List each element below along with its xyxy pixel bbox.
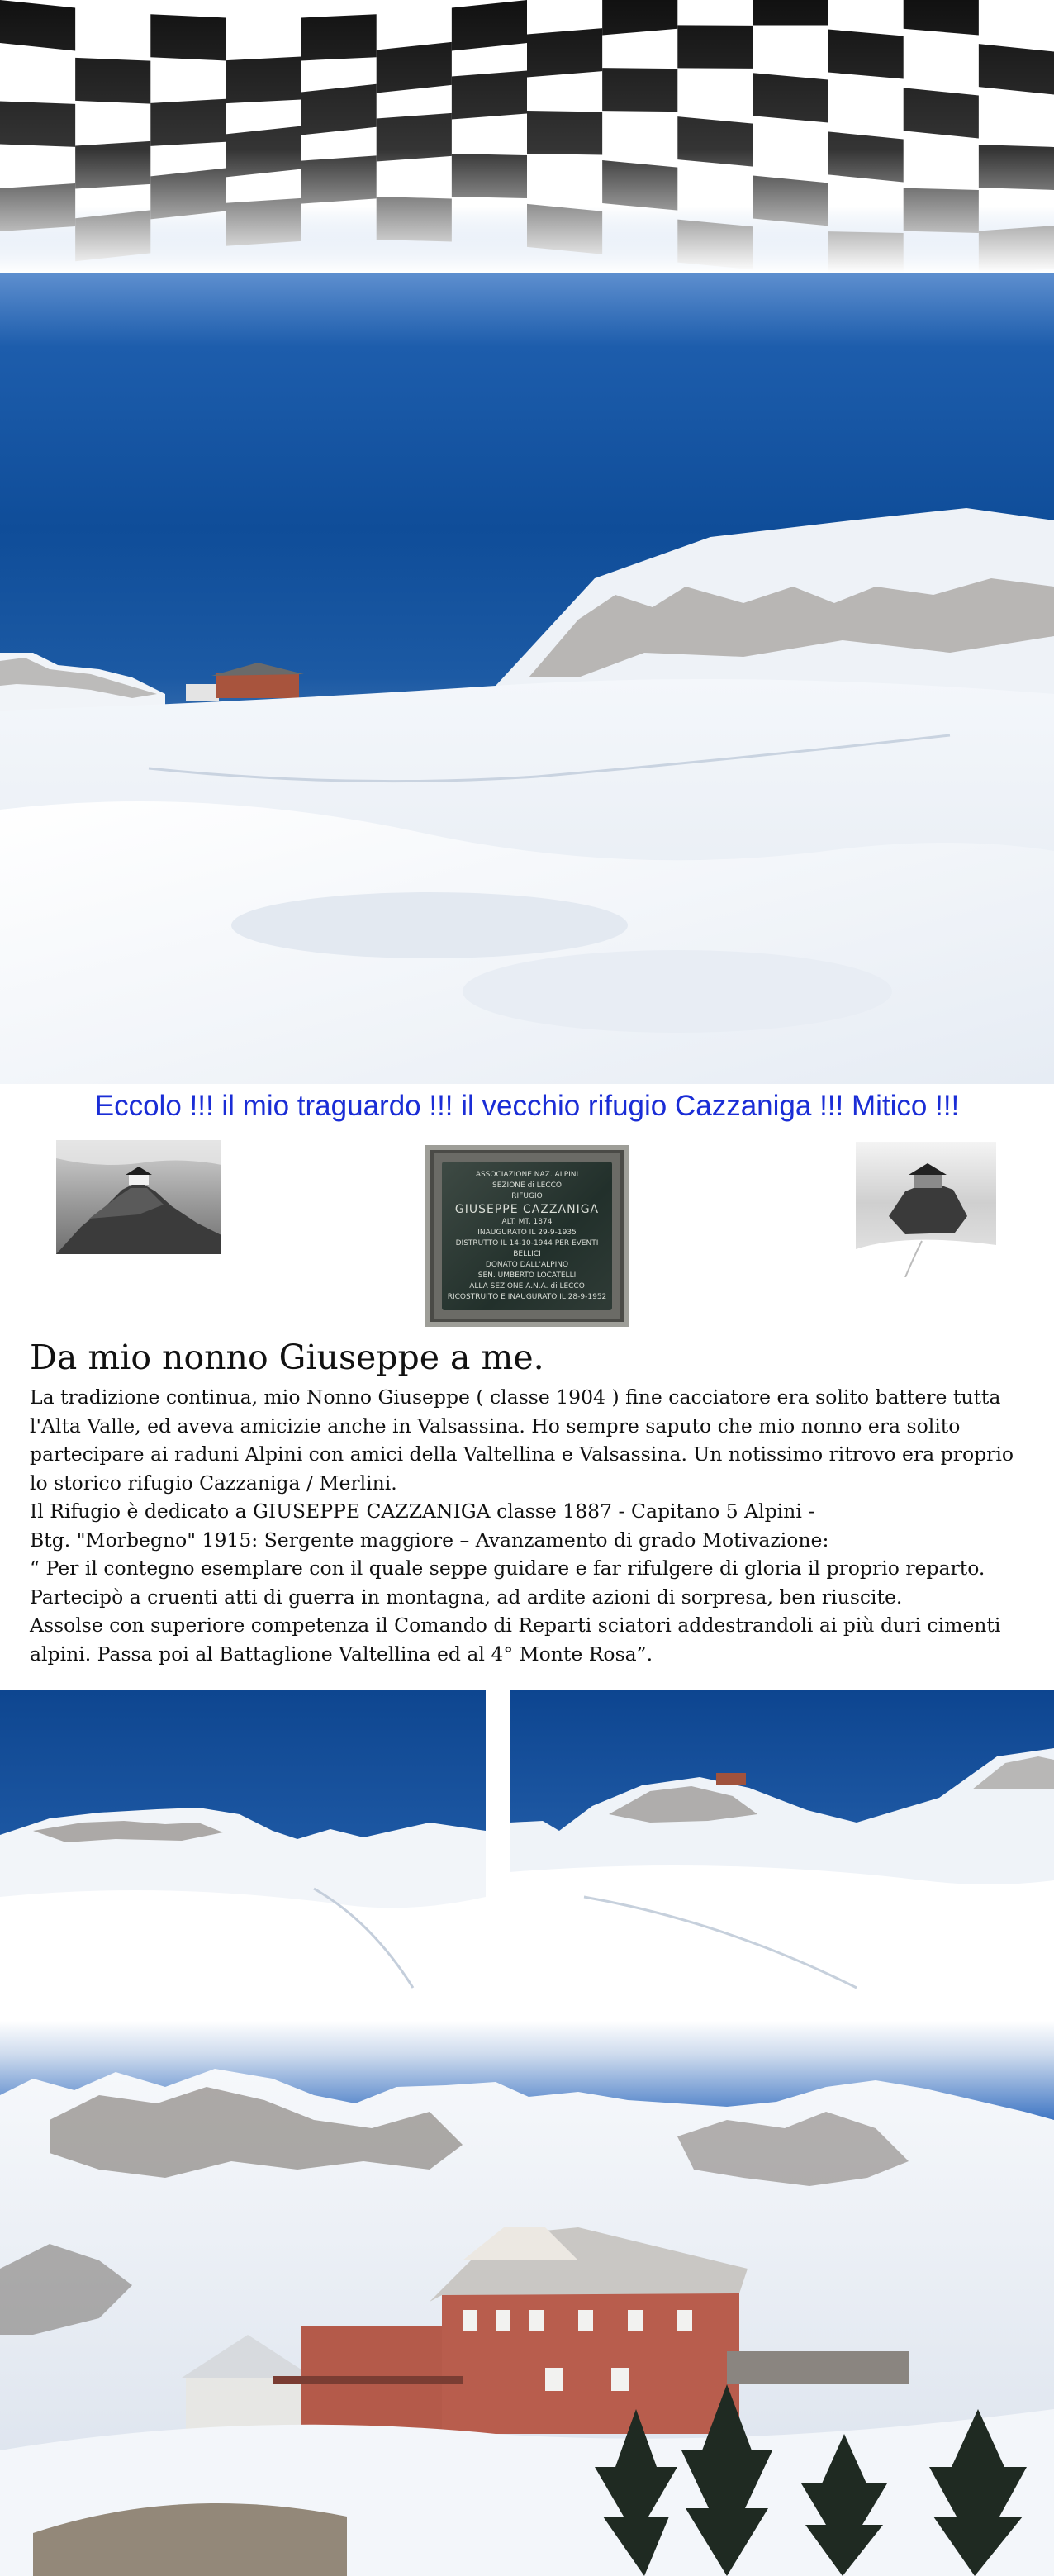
memorial-plaque (442, 1162, 612, 1310)
distant-refuge (186, 663, 304, 701)
photo-refuge-cazzaniga (0, 2021, 1054, 2576)
plaque-name: GIUSEPPE CAZZANIGA (454, 1203, 600, 1216)
photo-caption: Eccolo !!! il mio traguardo !!! il vecchio rifugio Cazzaniga !!! Mitico !!! (94, 1090, 960, 1122)
photo-rifugio-on-peak (56, 1140, 221, 1254)
plaque-line: SEZIONE di LECCO (491, 1181, 562, 1190)
plaque-line: DISTRUTTO IL 14-10-1944 PER EVENTI BELLICI (455, 1239, 599, 1258)
photo-refuge-distant (510, 1690, 1054, 2013)
plaque-line: SEN. UMBERTO LOCATELLI (477, 1271, 577, 1280)
photo-snowy-ridge (0, 1690, 486, 2013)
story-line: alpini. Passa poi al Battaglione Valtellina ed al 4° Monte Rosa”. (30, 1642, 653, 1666)
story-line: l'Alta Valle, ed aveva amicizie anche in Valsassina. Ho sempre saputo che mio nonno era solito (30, 1414, 961, 1438)
plaque-line: RIFUGIO (511, 1192, 543, 1200)
story-title: Da mio nonno Giuseppe a me. (30, 1338, 544, 1377)
plaque-line: ASSOCIAZIONE NAZ. ALPINI (475, 1171, 579, 1179)
snow-landscape (0, 463, 1054, 1084)
memorial-plaque-photo (425, 1145, 629, 1327)
story-line: Partecipò a cruenti atti di guerra in montagna, ad ardite azioni di sorpresa, ben riuscite. (30, 1585, 903, 1609)
story-line: lo storico rifugio Cazzaniga / Merlini. (30, 1471, 397, 1495)
checkered-flag-graphic (0, 0, 1054, 273)
story-line: Assolse con superiore competenza il Comando di Reparti sciatori addestrandoli ai più duri cimenti (30, 1614, 1001, 1637)
plaque-line: ALT. MT. 1874 (501, 1218, 553, 1226)
story-line: Btg. "Morbegno" 1915: Sergente maggiore – Avanzamento di grado Motivazione: (30, 1528, 829, 1552)
story-line: Il Rifugio è dedicato a GIUSEPPE CAZZANIGA classe 1887 - Capitano 5 Alpini - (30, 1499, 815, 1523)
plaque-line: RICOSTRUITO E INAUGURATO IL 28-9-1952 (447, 1293, 607, 1301)
story-line: La tradizione continua, mio Nonno Giuseppe ( classe 1904 ) fine cacciatore era solito battere tutta (30, 1385, 1001, 1409)
story-body (30, 1383, 1029, 1668)
story-line: “ Per il contegno esemplare con il quale seppe guidare e far rifulgere di gloria il proprio reparto. (30, 1557, 985, 1580)
plaque-line: INAUGURATO IL 29-9-1935 (477, 1229, 577, 1237)
plaque-line: DONATO DALL'ALPINO (485, 1261, 569, 1269)
plaque-line: ALLA SEZIONE A.N.A. di LECCO (469, 1282, 585, 1290)
story-line: partecipare ai raduni Alpini con amici della Valtellina e Valsassina. Un notissimo ritrovo era proprio (30, 1442, 1014, 1466)
photo-refuge-winter-bw (856, 1142, 996, 1277)
hero-photo (0, 0, 1054, 1084)
